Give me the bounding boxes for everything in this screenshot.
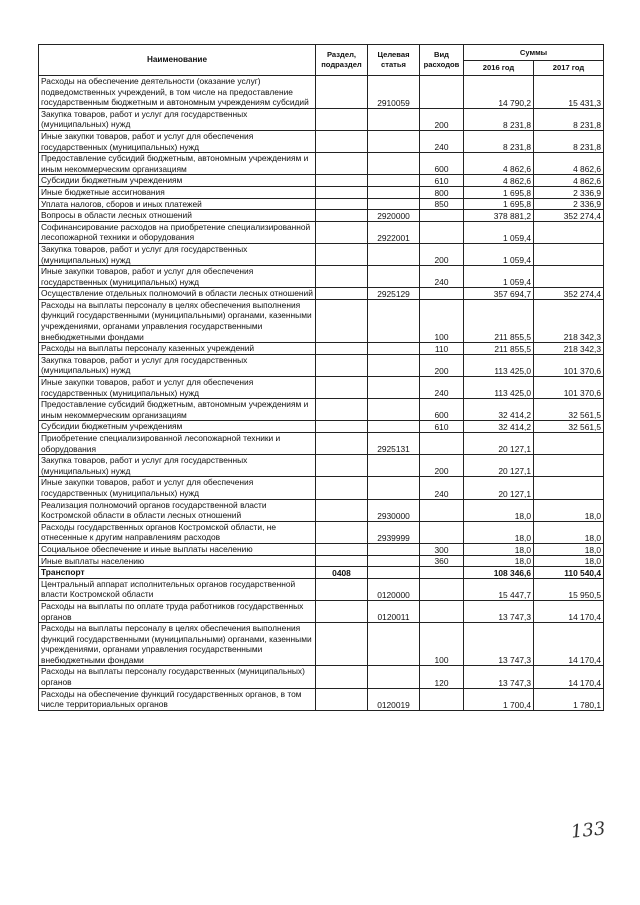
row-section-cell xyxy=(316,543,368,555)
row-section-cell xyxy=(316,175,368,187)
row-name-cell: Расходы на выплаты персоналу в целях обеспечения выполнения функций государственными (муниципальными) органами, казенными учреждениями, органами управления государственными внебюджетными фондами xyxy=(39,299,316,342)
row-amount-2016-cell: 1 059,4 xyxy=(464,221,534,243)
row-target-cell: 0120011 xyxy=(368,600,420,622)
row-target-cell: 2925129 xyxy=(368,288,420,300)
table-row xyxy=(39,354,604,376)
row-target-cell xyxy=(368,108,420,130)
row-name-cell: Закупка товаров, работ и услуг для государственных (муниципальных) нужд xyxy=(39,455,316,477)
row-target-cell xyxy=(368,567,420,579)
row-amount-2016-cell: 1 695,8 xyxy=(464,186,534,198)
row-amount-2017-cell: 32 561,5 xyxy=(534,399,604,421)
row-target-cell xyxy=(368,477,420,499)
row-amount-2016-cell: 1 059,4 xyxy=(464,243,534,265)
row-amount-2017-cell: 18,0 xyxy=(534,555,604,567)
table-row xyxy=(39,521,604,543)
row-name-cell: Субсидии бюджетным учреждениям xyxy=(39,175,316,187)
row-section-cell xyxy=(316,666,368,688)
row-section-cell xyxy=(316,688,368,710)
row-amount-2016-cell: 18,0 xyxy=(464,555,534,567)
table-row xyxy=(39,600,604,622)
table-row xyxy=(39,421,604,433)
row-kind-cell: 360 xyxy=(420,555,464,567)
table-row xyxy=(39,567,604,579)
row-kind-cell xyxy=(420,210,464,222)
table-row xyxy=(39,153,604,175)
table-body xyxy=(39,76,604,711)
table-row xyxy=(39,299,604,342)
row-amount-2017-cell: 218 342,3 xyxy=(534,343,604,355)
row-name-cell: Иные закупки товаров, работ и услуг для обеспечения государственных (муниципальных) нужд xyxy=(39,130,316,152)
page-number: 133 xyxy=(569,818,607,843)
row-kind-cell xyxy=(420,433,464,455)
row-amount-2016-cell: 15 447,7 xyxy=(464,578,534,600)
table-row xyxy=(39,455,604,477)
row-name-cell: Иные выплаты населению xyxy=(39,555,316,567)
row-kind-cell xyxy=(420,688,464,710)
row-target-cell xyxy=(368,623,420,666)
row-amount-2017-cell: 8 231,8 xyxy=(534,130,604,152)
row-name-cell: Расходы на выплаты персоналу государственных (муниципальных) органов xyxy=(39,666,316,688)
table-row xyxy=(39,175,604,187)
row-amount-2016-cell: 113 425,0 xyxy=(464,354,534,376)
row-name-cell: Субсидии бюджетным учреждениям xyxy=(39,421,316,433)
row-amount-2017-cell xyxy=(534,243,604,265)
row-amount-2017-cell: 18,0 xyxy=(534,499,604,521)
row-kind-cell xyxy=(420,600,464,622)
row-amount-2017-cell: 101 370,6 xyxy=(534,377,604,399)
row-name-cell: Транспорт xyxy=(39,567,316,579)
row-kind-cell: 300 xyxy=(420,543,464,555)
row-name-cell: Иные закупки товаров, работ и услуг для обеспечения государственных (муниципальных) нужд xyxy=(39,266,316,288)
table-row xyxy=(39,198,604,210)
row-amount-2017-cell: 218 342,3 xyxy=(534,299,604,342)
row-target-cell xyxy=(368,666,420,688)
row-amount-2016-cell: 1 695,8 xyxy=(464,198,534,210)
header-name: Наименование xyxy=(39,45,316,76)
row-name-cell: Расходы на выплаты по оплате труда работников государственных органов xyxy=(39,600,316,622)
table-row xyxy=(39,555,604,567)
row-amount-2017-cell xyxy=(534,433,604,455)
row-section-cell: 0408 xyxy=(316,567,368,579)
row-amount-2016-cell: 4 862,6 xyxy=(464,153,534,175)
table-row xyxy=(39,399,604,421)
row-section-cell xyxy=(316,108,368,130)
row-target-cell: 2920000 xyxy=(368,210,420,222)
row-amount-2017-cell: 15 950,5 xyxy=(534,578,604,600)
row-name-cell: Осуществление отдельных полномочий в области лесных отношений xyxy=(39,288,316,300)
row-section-cell xyxy=(316,354,368,376)
row-name-cell: Расходы на обеспечение функций государственных органов, в том числе территориальных органов xyxy=(39,688,316,710)
row-section-cell xyxy=(316,130,368,152)
row-amount-2016-cell: 113 425,0 xyxy=(464,377,534,399)
table-row xyxy=(39,130,604,152)
row-name-cell: Иные закупки товаров, работ и услуг для обеспечения государственных (муниципальных) нужд xyxy=(39,377,316,399)
table-row xyxy=(39,688,604,710)
row-kind-cell: 120 xyxy=(420,666,464,688)
row-amount-2016-cell: 13 747,3 xyxy=(464,623,534,666)
row-section-cell xyxy=(316,210,368,222)
row-kind-cell: 240 xyxy=(420,477,464,499)
row-amount-2016-cell: 14 790,2 xyxy=(464,76,534,109)
row-section-cell xyxy=(316,288,368,300)
row-amount-2017-cell: 14 170,4 xyxy=(534,623,604,666)
row-name-cell: Расходы на выплаты персоналу казенных учреждений xyxy=(39,343,316,355)
row-section-cell xyxy=(316,76,368,109)
row-target-cell xyxy=(368,555,420,567)
row-amount-2016-cell: 13 747,3 xyxy=(464,666,534,688)
row-section-cell xyxy=(316,521,368,543)
row-kind-cell: 200 xyxy=(420,455,464,477)
row-amount-2017-cell xyxy=(534,477,604,499)
row-target-cell: 2922001 xyxy=(368,221,420,243)
header-year-2017: 2017 год xyxy=(534,61,604,76)
row-amount-2017-cell: 8 231,8 xyxy=(534,108,604,130)
row-amount-2017-cell: 14 170,4 xyxy=(534,600,604,622)
row-target-cell xyxy=(368,299,420,342)
row-target-cell xyxy=(368,243,420,265)
table-row xyxy=(39,221,604,243)
row-amount-2016-cell: 20 127,1 xyxy=(464,477,534,499)
row-section-cell xyxy=(316,455,368,477)
row-kind-cell: 200 xyxy=(420,354,464,376)
row-target-cell xyxy=(368,153,420,175)
row-amount-2017-cell: 352 274,4 xyxy=(534,288,604,300)
row-kind-cell: 800 xyxy=(420,186,464,198)
row-section-cell xyxy=(316,578,368,600)
row-amount-2016-cell: 32 414,2 xyxy=(464,421,534,433)
row-section-cell xyxy=(316,623,368,666)
row-section-cell xyxy=(316,243,368,265)
row-name-cell: Вопросы в области лесных отношений xyxy=(39,210,316,222)
row-kind-cell: 240 xyxy=(420,266,464,288)
row-amount-2017-cell: 352 274,4 xyxy=(534,210,604,222)
row-section-cell xyxy=(316,600,368,622)
row-target-cell: 2925131 xyxy=(368,433,420,455)
row-amount-2016-cell: 20 127,1 xyxy=(464,455,534,477)
row-kind-cell xyxy=(420,521,464,543)
row-amount-2017-cell: 15 431,3 xyxy=(534,76,604,109)
row-name-cell: Иные бюджетные ассигнования xyxy=(39,186,316,198)
row-target-cell xyxy=(368,354,420,376)
table-row xyxy=(39,108,604,130)
header-section: Раздел, подраздел xyxy=(316,45,368,76)
row-section-cell xyxy=(316,399,368,421)
table-row xyxy=(39,623,604,666)
row-section-cell xyxy=(316,299,368,342)
table-row xyxy=(39,210,604,222)
row-target-cell: 2939999 xyxy=(368,521,420,543)
row-section-cell xyxy=(316,499,368,521)
table-row xyxy=(39,433,604,455)
row-name-cell: Приобретение специализированной лесопожарной техники и оборудования xyxy=(39,433,316,455)
row-amount-2016-cell: 18,0 xyxy=(464,521,534,543)
row-kind-cell xyxy=(420,567,464,579)
row-amount-2017-cell: 110 540,4 xyxy=(534,567,604,579)
row-name-cell: Предоставление субсидий бюджетным, автономным учреждениям и иным некоммерческим организациям xyxy=(39,399,316,421)
table-row xyxy=(39,76,604,109)
row-target-cell: 0120000 xyxy=(368,578,420,600)
row-kind-cell: 240 xyxy=(420,377,464,399)
row-name-cell: Закупка товаров, работ и услуг для государственных (муниципальных) нужд xyxy=(39,243,316,265)
row-name-cell: Предоставление субсидий бюджетным, автономным учреждениям и иным некоммерческим организациям xyxy=(39,153,316,175)
row-amount-2017-cell: 32 561,5 xyxy=(534,421,604,433)
table-row xyxy=(39,377,604,399)
row-section-cell xyxy=(316,477,368,499)
row-amount-2017-cell: 1 780,1 xyxy=(534,688,604,710)
row-target-cell xyxy=(368,455,420,477)
row-name-cell: Социальное обеспечение и иные выплаты населению xyxy=(39,543,316,555)
row-section-cell xyxy=(316,198,368,210)
header-sums: Суммы xyxy=(464,45,604,61)
header-kind: Вид расходов xyxy=(420,45,464,76)
table-row xyxy=(39,499,604,521)
row-target-cell xyxy=(368,421,420,433)
header-target: Целевая статья xyxy=(368,45,420,76)
row-target-cell xyxy=(368,543,420,555)
row-kind-cell xyxy=(420,499,464,521)
row-name-cell: Центральный аппарат исполнительных органов государственной власти Костромской области xyxy=(39,578,316,600)
row-section-cell xyxy=(316,186,368,198)
header-year-2016: 2016 год xyxy=(464,61,534,76)
row-target-cell: 2930000 xyxy=(368,499,420,521)
row-kind-cell: 200 xyxy=(420,243,464,265)
row-kind-cell: 100 xyxy=(420,299,464,342)
row-section-cell xyxy=(316,555,368,567)
row-target-cell: 2910059 xyxy=(368,76,420,109)
row-section-cell xyxy=(316,343,368,355)
row-kind-cell xyxy=(420,578,464,600)
row-section-cell xyxy=(316,377,368,399)
row-amount-2016-cell: 18,0 xyxy=(464,543,534,555)
row-amount-2016-cell: 378 881,2 xyxy=(464,210,534,222)
row-target-cell xyxy=(368,186,420,198)
row-target-cell xyxy=(368,343,420,355)
table-row xyxy=(39,543,604,555)
table-row xyxy=(39,186,604,198)
table-row xyxy=(39,666,604,688)
row-kind-cell: 610 xyxy=(420,175,464,187)
row-amount-2016-cell: 18,0 xyxy=(464,499,534,521)
row-target-cell xyxy=(368,266,420,288)
row-kind-cell: 600 xyxy=(420,153,464,175)
row-kind-cell: 850 xyxy=(420,198,464,210)
row-amount-2016-cell: 211 855,5 xyxy=(464,299,534,342)
row-amount-2017-cell xyxy=(534,266,604,288)
row-amount-2017-cell: 18,0 xyxy=(534,543,604,555)
row-amount-2016-cell: 8 231,8 xyxy=(464,108,534,130)
row-amount-2016-cell: 8 231,8 xyxy=(464,130,534,152)
table-row xyxy=(39,477,604,499)
table-row xyxy=(39,578,604,600)
row-name-cell: Софинансирование расходов на приобретение специализированной лесопожарной техники и оборудования xyxy=(39,221,316,243)
row-kind-cell: 200 xyxy=(420,108,464,130)
row-name-cell: Расходы на выплаты персоналу в целях обеспечения выполнения функций государственными (муниципальными) органами, казенными учреждениями, органами управления государственными внебюджетными фондами xyxy=(39,623,316,666)
row-amount-2017-cell: 4 862,6 xyxy=(534,153,604,175)
row-section-cell xyxy=(316,266,368,288)
row-amount-2016-cell: 32 414,2 xyxy=(464,399,534,421)
row-section-cell xyxy=(316,421,368,433)
row-name-cell: Иные закупки товаров, работ и услуг для обеспечения государственных (муниципальных) нужд xyxy=(39,477,316,499)
table-row xyxy=(39,288,604,300)
row-section-cell xyxy=(316,221,368,243)
row-amount-2017-cell: 101 370,6 xyxy=(534,354,604,376)
row-target-cell xyxy=(368,399,420,421)
table-row xyxy=(39,343,604,355)
row-target-cell xyxy=(368,377,420,399)
row-kind-cell: 100 xyxy=(420,623,464,666)
row-amount-2016-cell: 108 346,6 xyxy=(464,567,534,579)
row-name-cell: Закупка товаров, работ и услуг для государственных (муниципальных) нужд xyxy=(39,354,316,376)
row-amount-2017-cell: 2 336,9 xyxy=(534,186,604,198)
row-target-cell xyxy=(368,175,420,187)
row-name-cell: Расходы на обеспечение деятельности (оказание услуг) подведомственных учреждений, в том числе на предоставление государственным бюджетным и автономным учреждениям субсидий xyxy=(39,76,316,109)
row-amount-2016-cell: 1 700,4 xyxy=(464,688,534,710)
row-amount-2016-cell: 13 747,3 xyxy=(464,600,534,622)
row-target-cell xyxy=(368,130,420,152)
row-kind-cell xyxy=(420,221,464,243)
row-target-cell xyxy=(368,198,420,210)
row-kind-cell xyxy=(420,288,464,300)
row-amount-2017-cell: 2 336,9 xyxy=(534,198,604,210)
row-target-cell: 0120019 xyxy=(368,688,420,710)
row-name-cell: Уплата налогов, сборов и иных платежей xyxy=(39,198,316,210)
row-amount-2017-cell xyxy=(534,455,604,477)
row-kind-cell: 610 xyxy=(420,421,464,433)
row-amount-2017-cell xyxy=(534,221,604,243)
row-kind-cell: 110 xyxy=(420,343,464,355)
row-kind-cell: 240 xyxy=(420,130,464,152)
row-amount-2017-cell: 4 862,6 xyxy=(534,175,604,187)
row-amount-2017-cell: 14 170,4 xyxy=(534,666,604,688)
row-amount-2016-cell: 211 855,5 xyxy=(464,343,534,355)
row-amount-2016-cell: 357 694,7 xyxy=(464,288,534,300)
row-section-cell xyxy=(316,153,368,175)
row-amount-2016-cell: 4 862,6 xyxy=(464,175,534,187)
row-name-cell: Расходы государственных органов Костромской области, не отнесенные к другим направлениям расходов xyxy=(39,521,316,543)
budget-table xyxy=(38,44,604,711)
table-row xyxy=(39,266,604,288)
table-row xyxy=(39,243,604,265)
row-amount-2016-cell: 1 059,4 xyxy=(464,266,534,288)
row-section-cell xyxy=(316,433,368,455)
row-name-cell: Реализация полномочий органов государственной власти Костромской области в области лесных отношений xyxy=(39,499,316,521)
row-name-cell: Закупка товаров, работ и услуг для государственных (муниципальных) нужд xyxy=(39,108,316,130)
row-amount-2017-cell: 18,0 xyxy=(534,521,604,543)
row-kind-cell xyxy=(420,76,464,109)
row-amount-2016-cell: 20 127,1 xyxy=(464,433,534,455)
row-kind-cell: 600 xyxy=(420,399,464,421)
